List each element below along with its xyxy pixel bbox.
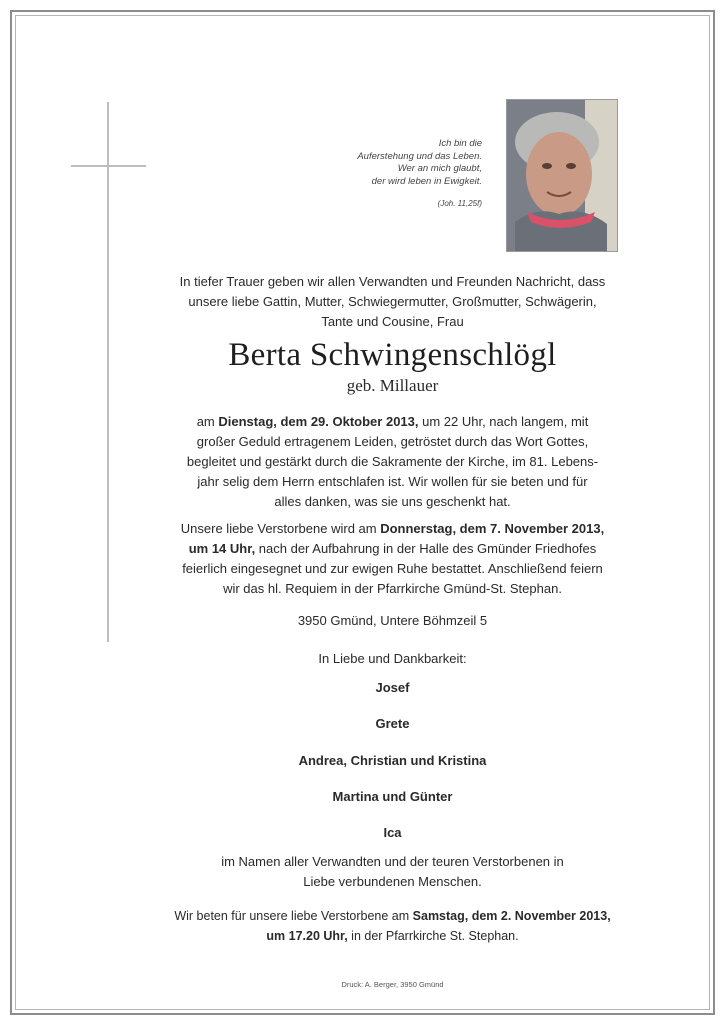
deceased-name: Berta Schwingenschlögl [228,337,557,373]
closing-line: im Namen aller Verwandten und der teuren Verstorbenen in [221,854,564,869]
intro-line: Tante und Cousine, Frau [321,314,464,329]
mass-time: um 17.20 Uhr, [266,929,348,943]
funeral-line: wir das hl. Requiem in der Pfarrkirche Gmünd-St. Stephan. [223,581,562,596]
verse-line: Wer an mich glaubt, [397,163,482,174]
mourner-name: Grete [375,716,410,731]
death-notice-line [120,412,665,432]
funeral-line [120,539,665,559]
death-notice-line: jahr selig dem Herrn entschlafen ist. Wir wollen für sie beten und für [197,474,588,489]
verse-line: Auferstehung und das Leben. [357,150,482,162]
death-notice-line: großer Geduld ertragenem Leiden, getröstet durch das Wort Gottes, [196,434,589,449]
mass-date: Samstag, dem 2. November 2013, [412,909,611,923]
mass-line2-rest: in der Pfarrkirche St. Stephan. [347,929,519,943]
intro-line: unsere liebe Gattin, Mutter, Schwiegermutter, Großmutter, Schwägerin, [188,294,597,309]
death-notice-line: alles danken, was sie uns geschenkt hat. [274,494,511,509]
maiden-name: geb. Millauer [346,376,439,395]
portrait-photo [506,99,618,252]
printer-credit: Druck: A. Berger, 3950 Gmünd [341,980,444,989]
cross-icon-vertical-bar [107,102,109,642]
verse-line: Ich bin die [438,138,482,149]
mass-line [120,906,665,926]
mass-prefix: Wir beten für unsere liebe Verstorbene am [174,909,413,923]
mourner-name: Andrea, Christian und Kristina [298,753,487,768]
thanks-heading: In Liebe und Dankbarkeit: [318,651,467,666]
address: 3950 Gmünd, Untere Böhmzeil 5 [297,613,488,628]
death-notice-line: begleitet und gestärkt durch die Sakramente der Kirche, im 81. Lebens- [186,454,599,469]
mass-line [120,926,665,946]
death-date: Dienstag, dem 29. Oktober 2013, [218,414,419,429]
intro-line: In tiefer Trauer geben wir allen Verwandten und Freunden Nachricht, dass [179,274,606,289]
portrait-image-icon [507,100,618,252]
funeral-notice [120,519,665,599]
mourner-name: Ica [383,825,402,840]
memorial-mass-notice [120,906,665,946]
closing-text [120,852,665,892]
verse-line: der wird leben in Ewigkeit. [371,175,482,187]
mourner-name: Martina und Günter [332,789,453,804]
funeral-line: feierlich eingesegnet und zur ewigen Ruhe bestattet. Anschließend feiern [182,561,603,576]
intro-text [120,272,665,332]
mourner-name: Josef [375,680,410,695]
funeral-line [120,519,665,539]
death-line1-rest: um 22 Uhr, nach langem, mit [418,414,589,429]
funeral-time: um 14 Uhr, [188,541,256,556]
bible-verse [260,138,482,211]
verse-reference: (Joh. 11,25f) [437,199,482,208]
funeral-line2-rest: nach der Aufbahrung in der Halle des Gmünder Friedhofes [255,541,597,556]
funeral-date: Donnerstag, dem 7. November 2013, [380,521,605,536]
death-prefix: am [196,414,219,429]
funeral-prefix: Unsere liebe Verstorbene wird am [180,521,381,536]
cross-icon-horizontal-bar [71,165,146,167]
closing-line: Liebe verbundenen Menschen. [303,874,482,889]
death-notice [120,412,665,512]
